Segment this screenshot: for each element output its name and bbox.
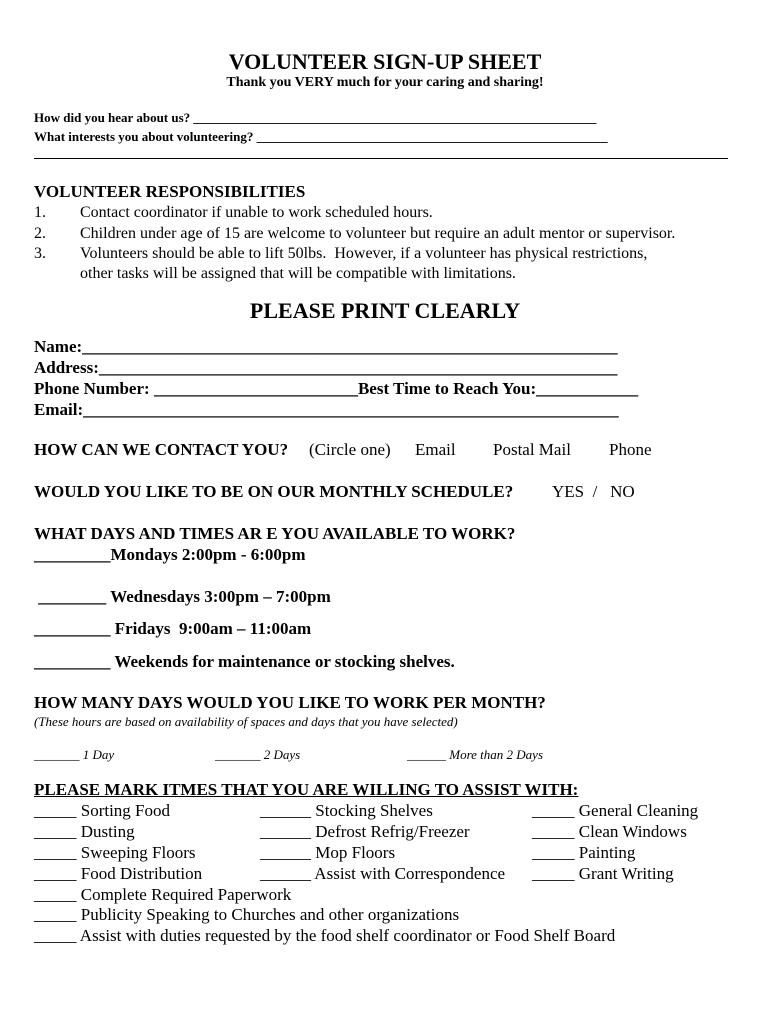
task-item[interactable]: ______ Stocking Shelves bbox=[260, 801, 433, 820]
responsibility-text: Children under age of 15 are welcome to volunteer but require an adult mentor or supervisor. bbox=[80, 225, 676, 242]
task-item[interactable]: _____ Grant Writing bbox=[532, 864, 674, 883]
task-item[interactable]: _____ General Cleaning bbox=[532, 801, 699, 820]
availability-question: WHAT DAYS AND TIMES AR E YOU AVAILABLE TO WORK? bbox=[34, 524, 516, 543]
schedule-yes-no-option[interactable]: YES / NO bbox=[552, 482, 635, 501]
task-item[interactable]: _____ Painting bbox=[532, 843, 636, 862]
task-item[interactable]: _____ Dusting bbox=[34, 822, 135, 841]
task-item[interactable]: _____ Assist with duties requested by the food shelf coordinator or Food Shelf Board bbox=[34, 926, 616, 945]
hear-about-us-field[interactable]: How did you hear about us? ______________________________________________________________ bbox=[34, 110, 597, 125]
tasks-heading: PLEASE MARK ITMES THAT YOU ARE WILLING TO ASSIST WITH: bbox=[34, 780, 579, 799]
name-field[interactable]: Name:_______________________________________________________________ bbox=[34, 337, 618, 356]
days-option-1[interactable]: _______ 1 Day bbox=[34, 747, 115, 762]
task-item[interactable]: ______ Mop Floors bbox=[260, 843, 396, 862]
task-item[interactable]: ______ Defrost Refrig/Freezer bbox=[260, 822, 470, 841]
phone-field[interactable]: Phone Number: ________________________Best Time to Reach You:____________ bbox=[34, 379, 639, 398]
days-per-month-note: (These hours are based on availability of spaces and days that you have selected) bbox=[34, 714, 458, 729]
responsibility-text: Contact coordinator if unable to work scheduled hours. bbox=[80, 204, 433, 221]
responsibility-text-continued: other tasks will be assigned that will be compatible with limitations. bbox=[80, 265, 516, 282]
task-item[interactable]: _____ Food Distribution bbox=[34, 864, 203, 883]
task-item[interactable]: ______ Assist with Correspondence bbox=[260, 864, 506, 883]
responsibility-number: 3. bbox=[34, 245, 46, 262]
contact-option-email[interactable]: Email bbox=[415, 440, 456, 459]
task-item[interactable]: _____ Sweeping Floors bbox=[34, 843, 196, 862]
page-title: VOLUNTEER SIGN-UP SHEET bbox=[228, 49, 542, 74]
task-item[interactable]: _____ Complete Required Paperwork bbox=[34, 885, 292, 904]
print-clearly-heading: PLEASE PRINT CLEARLY bbox=[249, 298, 521, 323]
days-per-month-question: HOW MANY DAYS WOULD YOU LIKE TO WORK PER MONTH? bbox=[34, 693, 546, 712]
responsibility-number: 1. bbox=[34, 204, 46, 221]
schedule-question: WOULD YOU LIKE TO BE ON OUR MONTHLY SCHEDULE? bbox=[34, 482, 514, 501]
contact-option-postal-mail[interactable]: Postal Mail bbox=[493, 440, 571, 459]
contact-option-phone[interactable]: Phone bbox=[609, 440, 652, 459]
email-field[interactable]: Email:_______________________________________________________________ bbox=[34, 400, 619, 419]
task-item[interactable]: _____ Clean Windows bbox=[532, 822, 687, 841]
interests-field-line[interactable] bbox=[34, 158, 728, 159]
page-subtitle: Thank you VERY much for your caring and sharing! bbox=[226, 75, 544, 90]
task-item[interactable]: _____ Publicity Speaking to Churches and other organizations bbox=[34, 905, 460, 924]
availability-slot-mondays[interactable]: _________Mondays 2:00pm - 6:00pm bbox=[34, 545, 306, 564]
responsibilities-heading: VOLUNTEER RESPONSIBILITIES bbox=[34, 182, 306, 201]
days-option-2[interactable]: _______ 2 Days bbox=[215, 747, 301, 762]
contact-hint: (Circle one) bbox=[309, 440, 391, 459]
interests-field[interactable]: What interests you about volunteering? ______________________________________________________ bbox=[34, 129, 608, 144]
responsibility-text: Volunteers should be able to lift 50lbs. However, if a volunteer has physical restrictions, bbox=[80, 245, 648, 262]
address-field[interactable]: Address:_____________________________________________________________ bbox=[34, 358, 618, 377]
responsibility-number: 2. bbox=[34, 225, 46, 242]
contact-question: HOW CAN WE CONTACT YOU? bbox=[34, 440, 289, 459]
days-option-more[interactable]: ______ More than 2 Days bbox=[407, 747, 544, 762]
availability-slot-weekends[interactable]: _________ Weekends for maintenance or stocking shelves. bbox=[34, 652, 455, 671]
availability-slot-fridays[interactable]: _________ Fridays 9:00am – 11:00am bbox=[34, 619, 312, 638]
availability-slot-wednesdays[interactable]: ________ Wednesdays 3:00pm – 7:00pm bbox=[34, 587, 331, 606]
task-item[interactable]: _____ Sorting Food bbox=[34, 801, 171, 820]
